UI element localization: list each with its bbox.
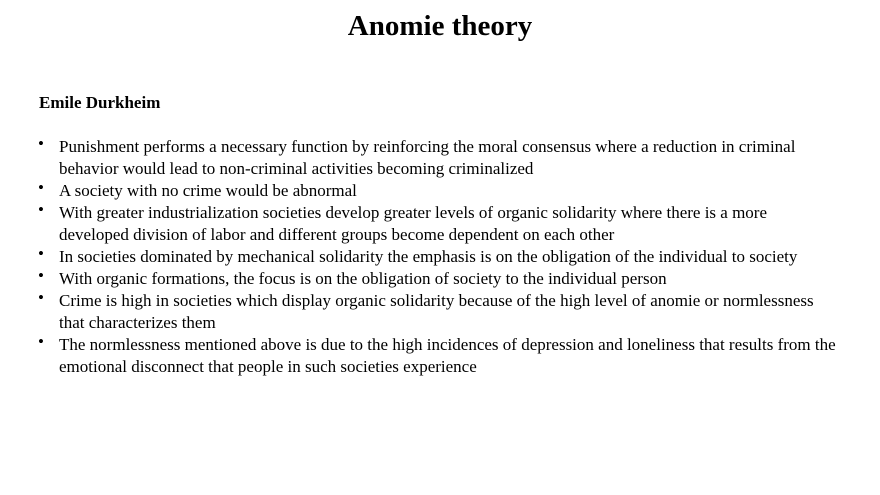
bullet-item — [38, 334, 838, 378]
bullet-text: Punishment performs a necessary function by reinforcing the moral consensus where a reduction in criminal behavior would lead to non-criminal activities becoming criminalized — [59, 137, 796, 178]
bullet-icon: • — [38, 266, 44, 285]
bullet-text: In societies dominated by mechanical solidarity the emphasis is on the obligation of the individual to society — [59, 247, 798, 266]
bullet-text: Crime is high in societies which display organic solidarity because of the high level of anomie or normlessness that characterizes them — [59, 291, 814, 332]
section-heading: Emile Durkheim — [39, 93, 161, 112]
bullet-text: A society with no crime would be abnormal — [59, 181, 357, 200]
bullet-item — [38, 268, 838, 290]
bullet-item — [38, 180, 838, 202]
bullet-icon: • — [38, 288, 44, 307]
bullet-list — [38, 136, 838, 378]
bullet-item — [38, 202, 838, 246]
bullet-text: The normlessness mentioned above is due to the high incidences of depression and loneliness that results from the emotional disconnect that people in such societies experience — [59, 335, 836, 376]
bullet-icon: • — [38, 332, 44, 351]
slide-title: Anomie theory — [347, 10, 533, 42]
bullet-icon: • — [38, 134, 44, 153]
bullet-text: With organic formations, the focus is on the obligation of society to the individual person — [59, 269, 667, 288]
bullet-icon: • — [38, 178, 44, 197]
bullet-icon: • — [38, 244, 44, 263]
bullet-item — [38, 290, 838, 334]
bullet-icon: • — [38, 200, 44, 219]
bullet-item — [38, 246, 838, 268]
bullet-item — [38, 136, 838, 180]
bullet-text: With greater industrialization societies develop greater levels of organic solidarity where there is a more developed division of labor and different groups become dependent on each other — [59, 203, 768, 244]
